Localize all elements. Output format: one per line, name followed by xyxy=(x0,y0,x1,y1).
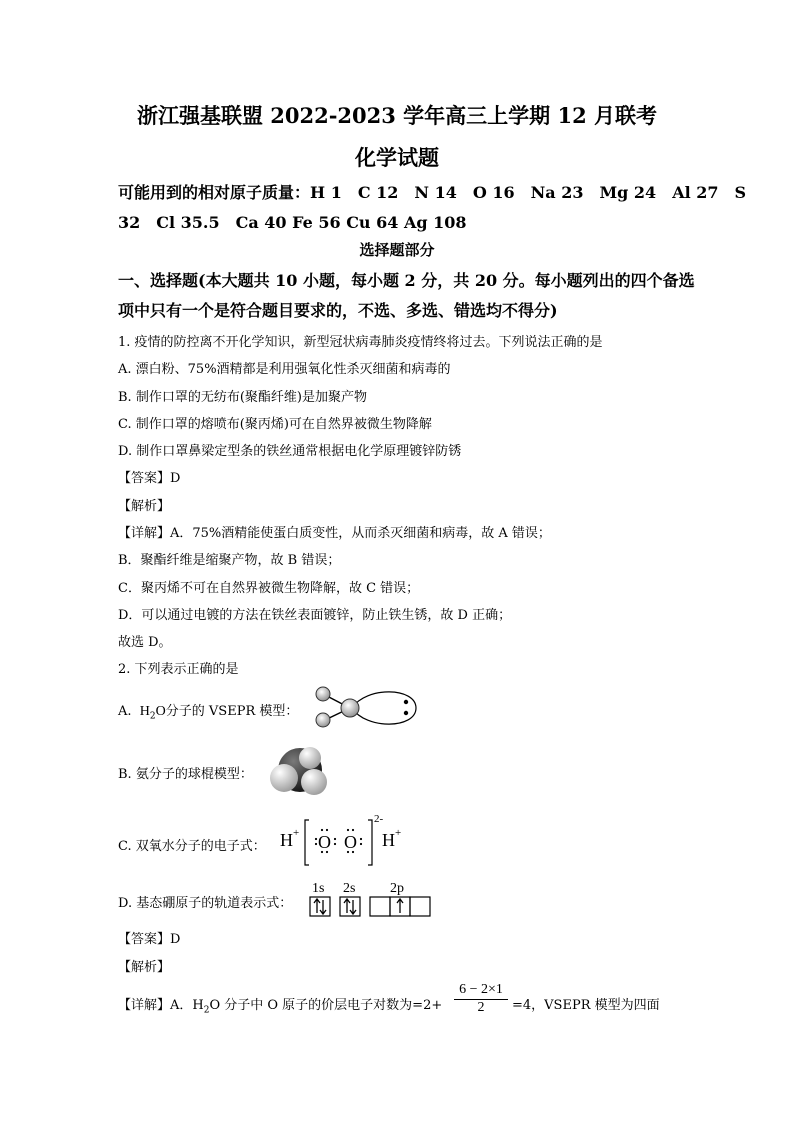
q2-option-b-label: B. 氨分子的球棍模型： xyxy=(118,767,253,782)
q1-option-a: A. 漂白粉、75%酒精都是利用强氧化性杀灭细菌和病毒的 xyxy=(118,362,451,377)
section-instruction-2: 项中只有一个是符合题目要求的，不选、多选、错选均不得分) xyxy=(118,301,558,320)
exam-subtitle: 化学试题 xyxy=(355,145,439,170)
svg-text:1s: 1s xyxy=(312,881,325,896)
svg-text:2p: 2p xyxy=(390,881,404,896)
hydrogen-atom xyxy=(270,764,298,792)
q1-detail-5: 故选 D。 xyxy=(118,635,172,650)
svg-text:+: + xyxy=(293,827,300,839)
section-instruction-1: 一、选择题(本大题共 10 小题，每小题 2 分，共 20 分。每小题列出的四个备选 xyxy=(118,271,695,290)
q2-detail-line: 【详解】A．$H_2O$ 分子中 O 原子的价层电子对数为=2+ xyxy=(118,998,443,1016)
q1-detail-2: B．聚酯纤维是缩聚产物，故 B 错误； xyxy=(118,553,341,568)
section-heading: 选择题部分 xyxy=(359,241,435,259)
q1-answer: 【答案】D xyxy=(118,471,181,486)
q2-detail-end: =4，VSEPR 模型为四面 xyxy=(512,998,660,1013)
hydrogen-atom xyxy=(299,747,321,769)
svg-text:O: O xyxy=(318,832,331,852)
lone-pair-lobe xyxy=(352,692,416,724)
orbital-box-2p xyxy=(370,897,390,916)
svg-text:+: + xyxy=(395,827,402,839)
exam-title: 浙江强基联盟 2022-2023 学年高三上学期 12 月联考 xyxy=(136,103,658,128)
svg-text:H: H xyxy=(280,830,293,850)
q1-option-d: D. 制作口罩鼻梁定型条的铁丝通常根据电化学原理镀锌防锈 xyxy=(118,444,462,459)
q2-answer: 【答案】D xyxy=(118,932,181,947)
q1-option-b: B. 制作口罩的无纺布(聚酯纤维)是加聚产物 xyxy=(118,390,367,405)
svg-text:H: H xyxy=(382,830,395,850)
svg-text:O: O xyxy=(344,832,357,852)
atomic-mass-line-2: 32 Cl 35.5 Ca 40 Fe 56 Cu 64 Ag 108 xyxy=(118,213,467,232)
orbital-box-1s xyxy=(310,897,330,916)
hydrogen-atom xyxy=(316,713,330,727)
orbital-box-2p xyxy=(410,897,430,916)
oxygen-atom xyxy=(341,699,359,717)
ammonia-ball-model-figure xyxy=(264,740,336,802)
q1-analysis: 【解析】 xyxy=(118,499,171,514)
svg-text:2-: 2- xyxy=(374,813,384,825)
hydrogen-atom xyxy=(301,769,327,795)
q1-stem: 1. 疫情的防控离不开化学知识，新型冠状病毒肺炎疫情终将过去。下列说法正确的是 xyxy=(118,335,603,350)
vsepr-model-figure xyxy=(308,683,424,733)
q2-analysis: 【解析】 xyxy=(118,960,171,975)
q1-detail-4: D．可以通过电镀的方法在铁丝表面镀锌，防止铁生锈，故 D 正确； xyxy=(118,608,512,623)
orbital-box-2s xyxy=(340,897,360,916)
q2-option-a-label: A. $H_2O$分子的 VSEPR 模型： xyxy=(118,704,299,722)
q2-option-d-label: D. 基态硼原子的轨道表示式： xyxy=(118,896,293,911)
q1-option-c: C. 制作口罩的熔喷布(聚丙烯)可在自然界被微生物降解 xyxy=(118,417,432,432)
fraction-numerator: 6 − 2×1 xyxy=(459,982,503,997)
fraction-denominator: 2 xyxy=(477,1000,485,1015)
hydrogen-atom xyxy=(316,687,330,701)
atomic-mass-line-1: 可能用到的相对原子质量：H 1 C 12 N 14 O 16 Na 23 Mg 24 Al 27 S xyxy=(118,183,747,202)
electron-formula-figure xyxy=(278,810,408,870)
orbital-diagram-figure xyxy=(306,878,436,920)
q1-detail-1: 【详解】A．75%酒精能使蛋白质变性，从而杀灭细菌和病毒，故 A 错误； xyxy=(118,526,551,541)
q1-detail-3: C．聚丙烯不可在自然界被微生物降解，故 C 错误； xyxy=(118,581,420,596)
q2-option-c-label: C. 双氧水分子的电子式： xyxy=(118,839,266,854)
q2-stem: 2. 下列表示正确的是 xyxy=(118,662,239,677)
svg-text:2s: 2s xyxy=(343,881,356,896)
fraction xyxy=(452,982,510,1016)
